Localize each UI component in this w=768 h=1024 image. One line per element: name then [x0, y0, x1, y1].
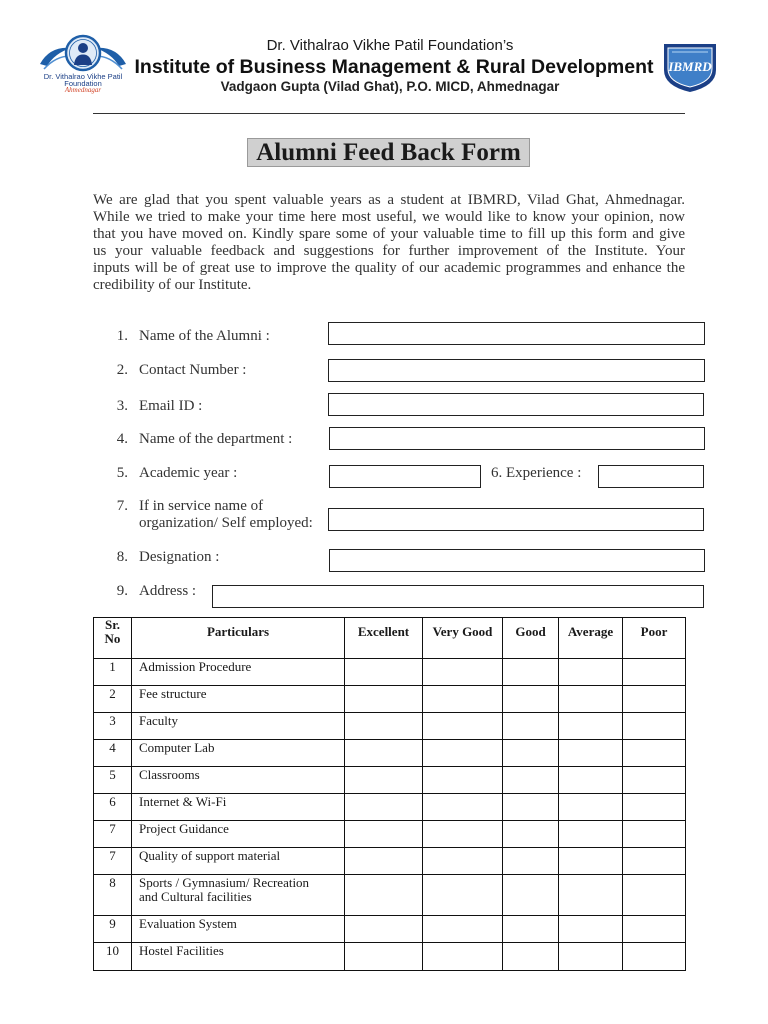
table-header-row — [94, 618, 686, 659]
foundation-name: Dr. Vithalrao Vikhe Patil Foundation’s — [266, 37, 514, 54]
particular-cell: Sports / Gymnasium/ Recreation and Cultural facilities — [132, 875, 345, 916]
particular-cell: Admission Procedure — [132, 659, 345, 686]
foundation-logo — [38, 33, 128, 95]
field-number: 1. — [116, 328, 128, 344]
logo-name-line: Foundation — [64, 79, 102, 88]
rating-cell-average[interactable] — [559, 767, 623, 794]
particular-cell: Hostel Facilities — [132, 943, 345, 971]
particular-cell: Computer Lab — [132, 740, 345, 767]
form-title: Alumni Feed Back Form — [247, 138, 530, 167]
address-label: Address : — [139, 583, 197, 599]
table-row — [94, 821, 686, 848]
rating-cell-excellent[interactable] — [345, 916, 423, 943]
email-id-field[interactable] — [328, 393, 704, 416]
table-row — [94, 794, 686, 821]
header-divider — [93, 113, 685, 114]
sr-no-cell: 6 — [94, 794, 132, 821]
organization-field[interactable] — [328, 508, 704, 531]
rating-cell-excellent[interactable] — [345, 821, 423, 848]
alumni-name-field[interactable] — [328, 322, 705, 345]
sr-no-cell: 9 — [94, 916, 132, 943]
designation-field[interactable] — [329, 549, 705, 572]
rating-cell-excellent[interactable] — [345, 943, 423, 971]
rating-cell-poor[interactable] — [623, 916, 686, 943]
field-number: 7. — [116, 498, 128, 514]
designation-label: Designation : — [139, 549, 220, 565]
rating-cell-poor[interactable] — [623, 794, 686, 821]
table-header-good: Good — [503, 618, 559, 659]
rating-cell-very-good[interactable] — [423, 848, 503, 875]
rating-cell-poor[interactable] — [623, 686, 686, 713]
contact-number-label: Contact Number : — [139, 362, 247, 378]
address-field[interactable] — [212, 585, 704, 608]
rating-cell-average[interactable] — [559, 659, 623, 686]
contact-number-field[interactable] — [328, 359, 705, 382]
logo-city: Ahmednagar — [64, 86, 102, 94]
logo-name-line: Dr. Vithalrao Vikhe Patil — [43, 72, 123, 81]
table-row — [94, 943, 686, 971]
sr-no-cell: 4 — [94, 740, 132, 767]
ibmrd-shield-icon — [660, 40, 720, 94]
field-number: 6. — [491, 465, 503, 481]
particular-cell: Project Guidance — [132, 821, 345, 848]
rating-cell-excellent[interactable] — [345, 659, 423, 686]
intro-line: that you have moved on. Kindly spare some of your valuable time to fill up this form and give — [93, 226, 685, 242]
rating-cell-very-good[interactable] — [423, 659, 503, 686]
academic-year-field[interactable] — [329, 465, 481, 488]
sr-no-cell: 3 — [94, 713, 132, 740]
table-header-very-good: Very Good — [423, 618, 503, 659]
rating-cell-average[interactable] — [559, 875, 623, 916]
rating-cell-good[interactable] — [503, 875, 559, 916]
table-row — [94, 740, 686, 767]
rating-cell-poor[interactable] — [623, 767, 686, 794]
table-row — [94, 916, 686, 943]
rating-cell-average[interactable] — [559, 713, 623, 740]
rating-cell-excellent[interactable] — [345, 848, 423, 875]
table-row — [94, 686, 686, 713]
intro-paragraph — [93, 192, 685, 294]
rating-cell-poor[interactable] — [623, 875, 686, 916]
rating-cell-good[interactable] — [503, 794, 559, 821]
rating-cell-very-good[interactable] — [423, 875, 503, 916]
rating-cell-very-good[interactable] — [423, 916, 503, 943]
institute-name: Institute of Business Management & Rural Development — [134, 56, 654, 78]
rating-cell-good[interactable] — [503, 848, 559, 875]
experience-label — [491, 465, 581, 482]
rating-cell-good[interactable] — [503, 943, 559, 971]
rating-cell-very-good[interactable] — [423, 686, 503, 713]
sr-no-cell: 7 — [94, 848, 132, 875]
email-id-label: Email ID : — [139, 398, 203, 414]
table-row — [94, 713, 686, 740]
rating-cell-good[interactable] — [503, 916, 559, 943]
table-header-particulars: Particulars — [132, 618, 345, 659]
rating-cell-very-good[interactable] — [423, 713, 503, 740]
alumni-name-label: Name of the Alumni : — [139, 328, 270, 344]
particular-cell: Classrooms — [132, 767, 345, 794]
feedback-rating-table — [93, 617, 686, 971]
intro-line: We are glad that you spent valuable years as a student at IBMRD, Vilad Ghat, Ahmednagar. — [93, 192, 685, 208]
institute-address: Vadgaon Gupta (Vilad Ghat), P.O. MICD, Ahmednagar — [220, 79, 560, 94]
table-header-poor: Poor — [623, 618, 686, 659]
academic-year-label: Academic year : — [139, 465, 238, 481]
rating-cell-average[interactable] — [559, 686, 623, 713]
particular-cell: Fee structure — [132, 686, 345, 713]
table-header-average: Average — [559, 618, 623, 659]
rating-cell-good[interactable] — [503, 767, 559, 794]
rating-cell-poor[interactable] — [623, 848, 686, 875]
sr-no-cell: 7 — [94, 821, 132, 848]
field-number: 9. — [116, 583, 128, 599]
rating-cell-very-good[interactable] — [423, 767, 503, 794]
rating-cell-excellent[interactable] — [345, 794, 423, 821]
rating-cell-very-good[interactable] — [423, 794, 503, 821]
rating-cell-very-good[interactable] — [423, 821, 503, 848]
sr-no-cell: 10 — [94, 943, 132, 971]
experience-field[interactable] — [598, 465, 704, 488]
sr-no-cell: 8 — [94, 875, 132, 916]
rating-cell-average[interactable] — [559, 821, 623, 848]
foundation-emblem-icon — [38, 33, 128, 73]
table-header-excellent: Excellent — [345, 618, 423, 659]
sr-no-cell: 2 — [94, 686, 132, 713]
rating-cell-excellent[interactable] — [345, 740, 423, 767]
rating-cell-poor[interactable] — [623, 659, 686, 686]
rating-cell-poor[interactable] — [623, 821, 686, 848]
rating-cell-excellent[interactable] — [345, 686, 423, 713]
rating-cell-excellent[interactable] — [345, 713, 423, 740]
field-number: 2. — [116, 362, 128, 378]
sr-no-cell: 1 — [94, 659, 132, 686]
rating-cell-average[interactable] — [559, 848, 623, 875]
intro-line: us your valuable feedback and suggestions for further improvement of the Institute. Your — [93, 243, 685, 259]
intro-line: While we tried to make your time here most useful, we would like to know your opinion, now — [93, 209, 685, 225]
particular-cell: Evaluation System — [132, 916, 345, 943]
rating-cell-very-good[interactable] — [423, 943, 503, 971]
rating-cell-poor[interactable] — [623, 943, 686, 971]
rating-cell-average[interactable] — [559, 794, 623, 821]
particular-cell: Faculty — [132, 713, 345, 740]
table-row — [94, 875, 686, 916]
rating-cell-average[interactable] — [559, 740, 623, 767]
table-row — [94, 848, 686, 875]
organization-label: If in service name of organization/ Self employed: — [139, 498, 313, 531]
rating-cell-poor[interactable] — [623, 740, 686, 767]
field-number: 3. — [116, 398, 128, 414]
particular-cell: Quality of support material — [132, 848, 345, 875]
intro-line: inputs will be of great use to improve the quality of our academic programmes and enhance the — [93, 260, 685, 276]
field-number: 8. — [116, 549, 128, 565]
rating-cell-good[interactable] — [503, 740, 559, 767]
logo-wordmark: IBMRD — [668, 59, 712, 74]
table-header-sr-no: Sr. No — [94, 618, 132, 659]
department-field[interactable] — [329, 427, 705, 450]
sr-no-cell: 5 — [94, 767, 132, 794]
table-row — [94, 659, 686, 686]
rating-cell-average[interactable] — [559, 916, 623, 943]
rating-cell-excellent[interactable] — [345, 767, 423, 794]
department-label: Name of the department : — [139, 431, 293, 447]
field-number: 5. — [116, 465, 128, 481]
intro-line: credibility of our Institute. — [93, 277, 252, 293]
ibmrd-logo — [660, 40, 720, 94]
rating-cell-good[interactable] — [503, 821, 559, 848]
rating-cell-good[interactable] — [503, 659, 559, 686]
experience-label-text: Experience : — [506, 465, 582, 481]
field-number: 4. — [116, 431, 128, 447]
table-row — [94, 767, 686, 794]
rating-cell-good[interactable] — [503, 713, 559, 740]
rating-cell-very-good[interactable] — [423, 740, 503, 767]
rating-cell-good[interactable] — [503, 686, 559, 713]
rating-cell-poor[interactable] — [623, 713, 686, 740]
rating-cell-excellent[interactable] — [345, 875, 423, 916]
rating-cell-average[interactable] — [559, 943, 623, 971]
particular-cell: Internet & Wi-Fi — [132, 794, 345, 821]
